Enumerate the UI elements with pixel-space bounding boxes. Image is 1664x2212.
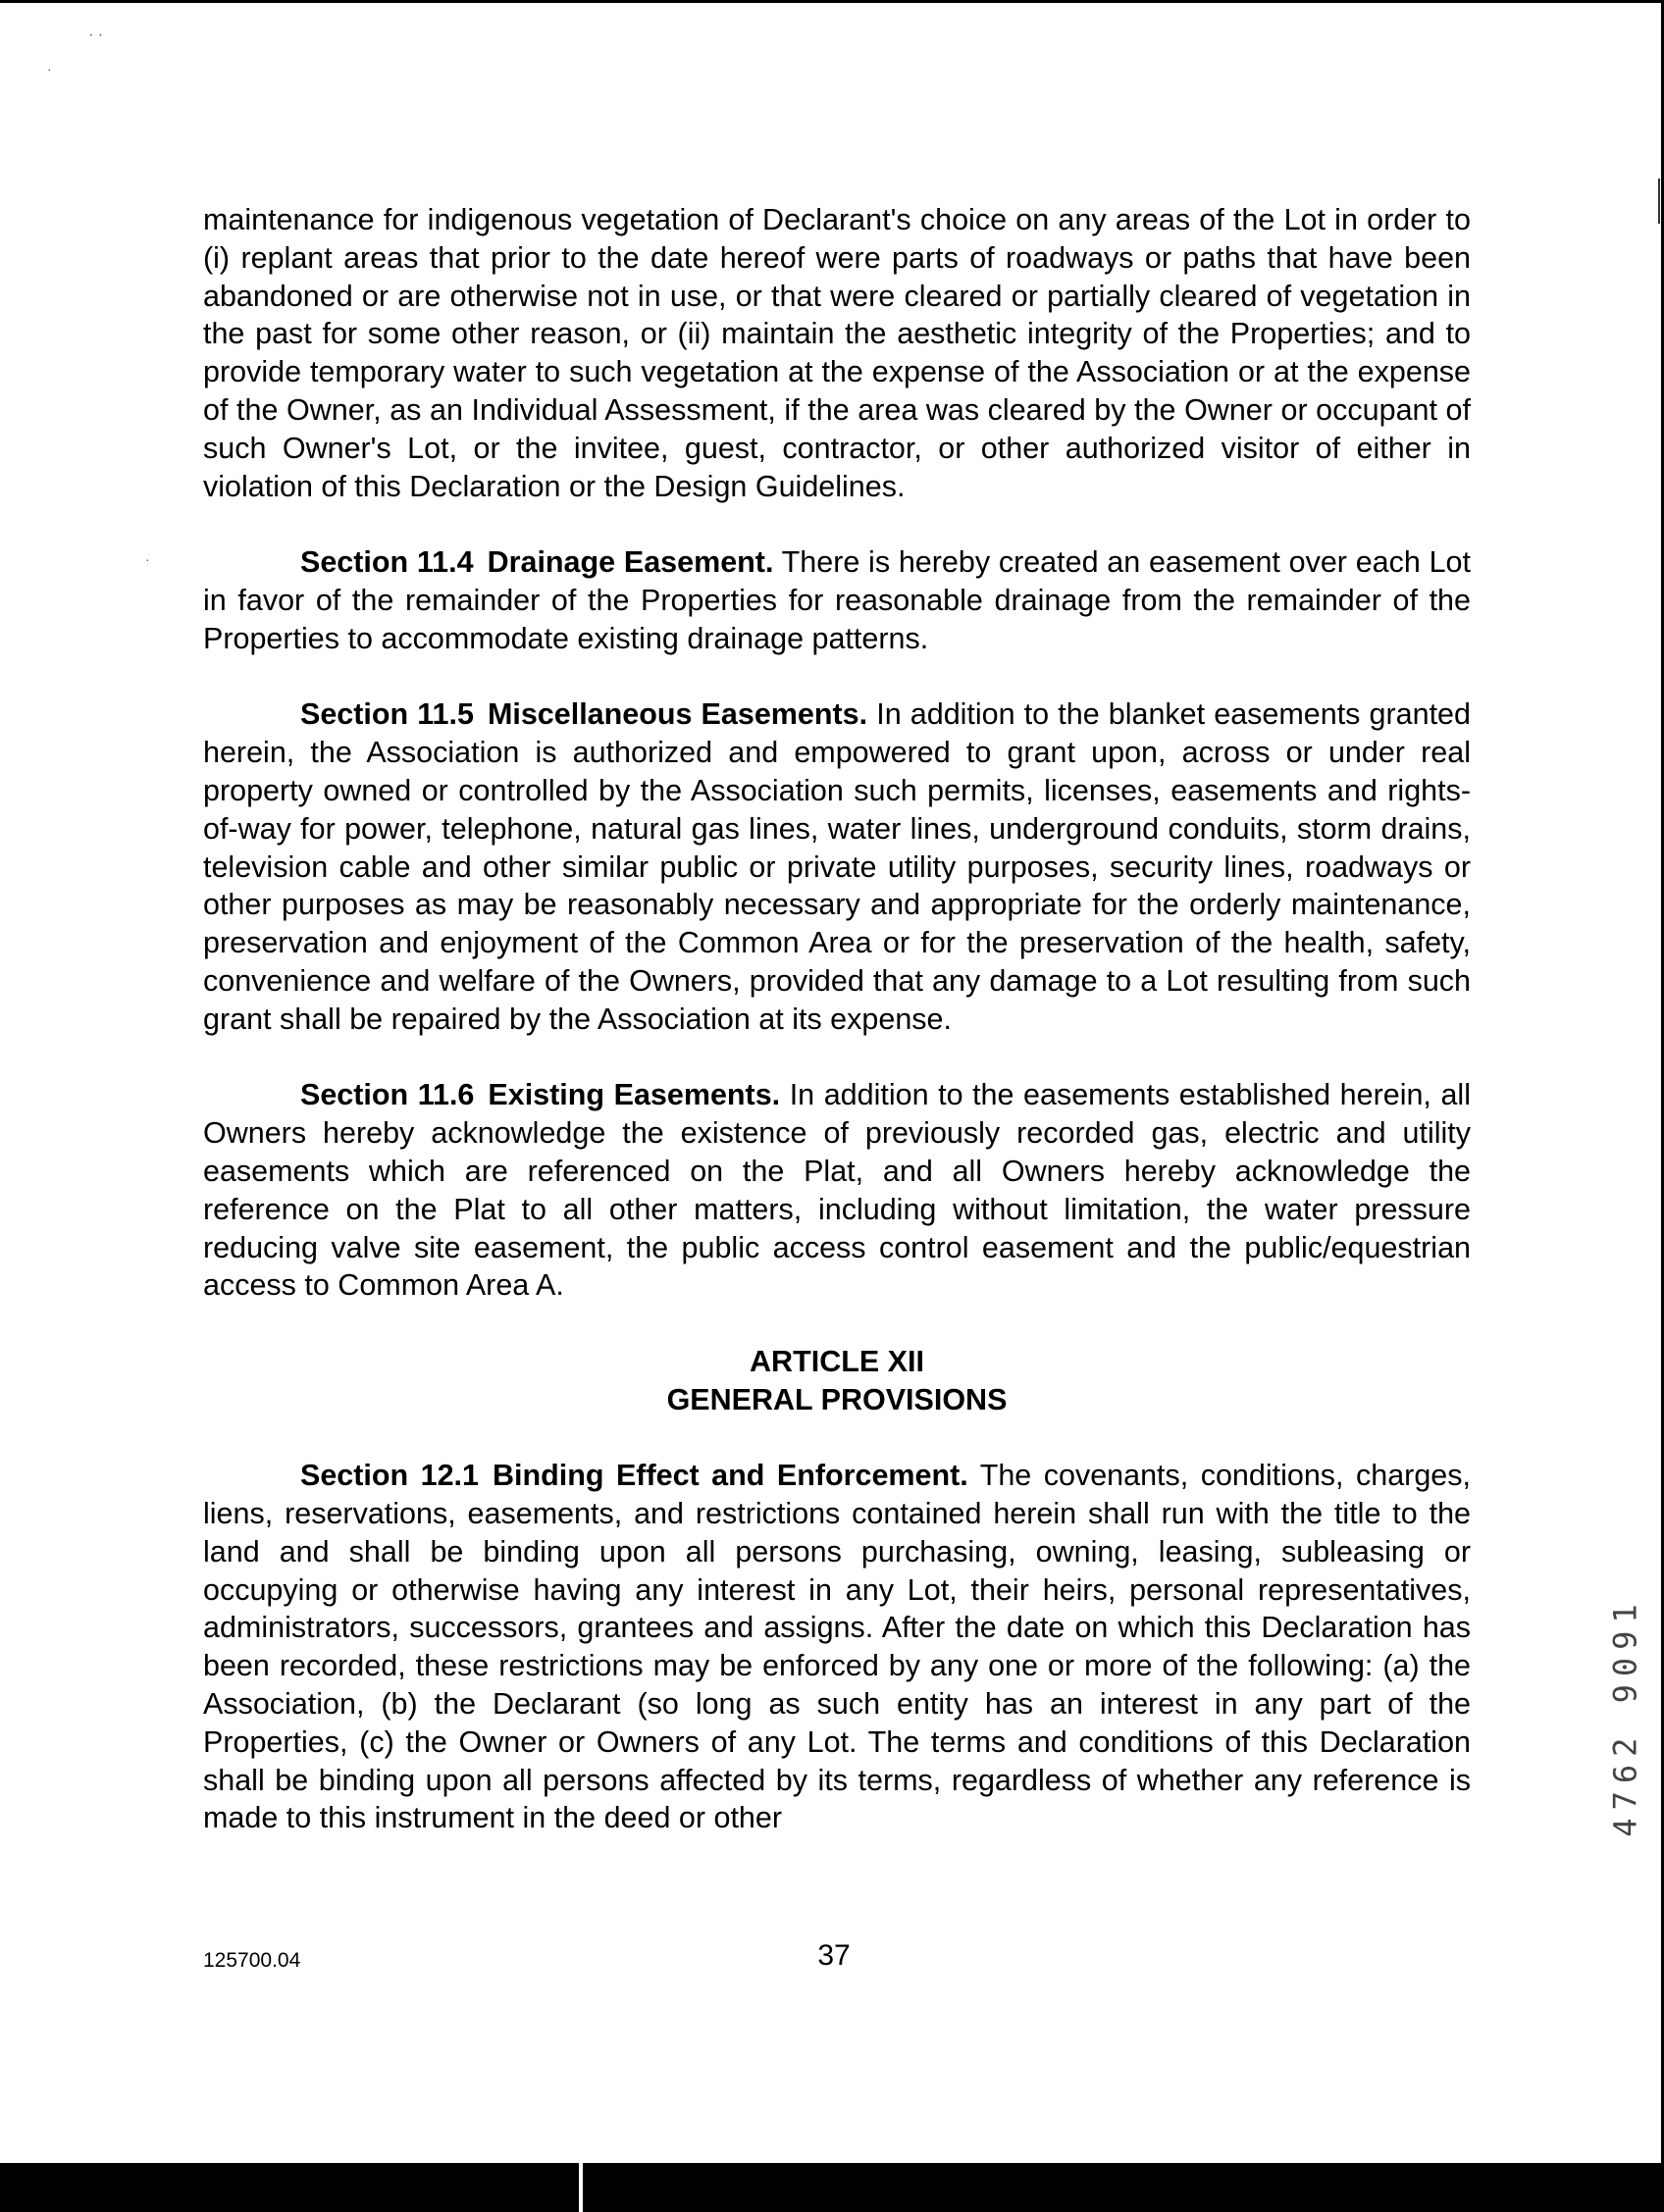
section-number: Section 12.1 <box>300 1459 479 1493</box>
article-number: ARTICLE XII <box>750 1344 924 1378</box>
article-heading <box>203 1343 1471 1419</box>
section-12-1 <box>203 1457 1471 1837</box>
section-title: Binding Effect and Enforcement. <box>493 1459 968 1493</box>
scan-speck: · · <box>88 26 104 43</box>
scan-border-gap <box>579 2163 583 2212</box>
section-heading <box>300 697 867 731</box>
margin-mark <box>1658 179 1660 224</box>
section-body: The covenants, conditions, charges, liens, reservations, easements, and restrictions contained herein shall run with the title to the land and shall be binding upon all persons purchasing, owning, leasing, subleasing or occupying or otherwise having any interest in any Lot, their heirs, personal representatives, administrators, successors, grantees and assigns. After the date on which this Declaration has been recorded, these restrictions may be enforced by any one or more of the following: (a) the Association, (b) the Declarant (so long as such entity has an interest in any part of the Properties, (c) the Owner or Owners of any Lot. The terms and conditions of this Declaration shall be binding upon all persons affected by its terms, regardless of whether any reference is made to this instrument in the deed or other <box>203 1459 1471 1835</box>
document-body <box>203 201 1471 1837</box>
section-number: Section 11.5 <box>300 697 474 732</box>
section-title: Existing Easements. <box>488 1078 781 1112</box>
scan-border-top <box>0 0 1664 3</box>
page-number: 37 <box>817 1939 851 1972</box>
recording-stamp-text: 4762 9091 <box>1607 1596 1645 1837</box>
section-title: Miscellaneous Easements. <box>487 697 868 732</box>
article-title: GENERAL PROVISIONS <box>666 1382 1008 1416</box>
section-body: In addition to the blanket easements granted herein, the Association is authorized and empowered to grant upon, across or under real property owned or controlled by the Association such permits, licenses, easements and rights-of-way for power, telephone, natural gas lines, water lines, underground conduits, storm drains, television cable and other similar public or private utility purposes, security lines, roadways or other purposes as may be reasonably necessary and appropriate for the orderly maintenance, preservation and enjoyment of the Common Area or for the preservation of the health, safety, convenience and welfare of the Owners, provided that any damage to a Lot resulting from such grant shall be repaired by the Association at its expense. <box>203 697 1471 1036</box>
paragraph-continuation: maintenance for indigenous vegetation of Declarant's choice on any areas of the Lot in order to (i) replant areas that prior to the date hereof were parts of roadways or paths that have been abandoned or are otherwise not in use, or that were cleared or partially cleared of vegetation in the past for some other reason, or (ii) maintain the aesthetic integrity of the Properties; and to provide temporary water to such vegetation at the expense of the Association or at the expense of the Owner, as an Individual Assessment, if the area was cleared by the Owner or occupant of such Owner's Lot, or the invitee, guest, contractor, or other authorized visitor of either in violation of this Declaration or the Design Guidelines. <box>203 203 1471 503</box>
section-number: Section 11.4 <box>300 545 474 580</box>
scan-border-bottom <box>0 2163 1664 2212</box>
recording-stamp <box>1606 1545 1645 1888</box>
scan-speck: · <box>145 551 150 567</box>
section-heading <box>300 1078 780 1111</box>
section-11-5 <box>203 695 1471 1038</box>
section-11-6 <box>203 1076 1471 1305</box>
scan-speck: · <box>47 61 52 77</box>
section-heading <box>300 1459 968 1492</box>
document-id: 125700.04 <box>203 1949 301 1972</box>
section-number: Section 11.6 <box>300 1078 475 1112</box>
section-11-4 <box>203 543 1471 657</box>
section-body: In addition to the easements established herein, all Owners hereby acknowledge the existence of previously recorded gas, electric and utility easements which are referenced on the Plat, and all Owners hereby acknowledge the reference on the Plat to all other matters, including without limitation, the water pressure reducing valve site easement, the public access control easement and the public/equestrian access to Common Area A. <box>203 1078 1471 1303</box>
section-heading <box>300 545 773 579</box>
section-body: There is hereby created an easement over each Lot in favor of the remainder of the Properties for reasonable drainage from the remainder of the Properties to accommodate existing drainage patterns. <box>203 545 1471 655</box>
section-title: Drainage Easement. <box>487 545 774 580</box>
